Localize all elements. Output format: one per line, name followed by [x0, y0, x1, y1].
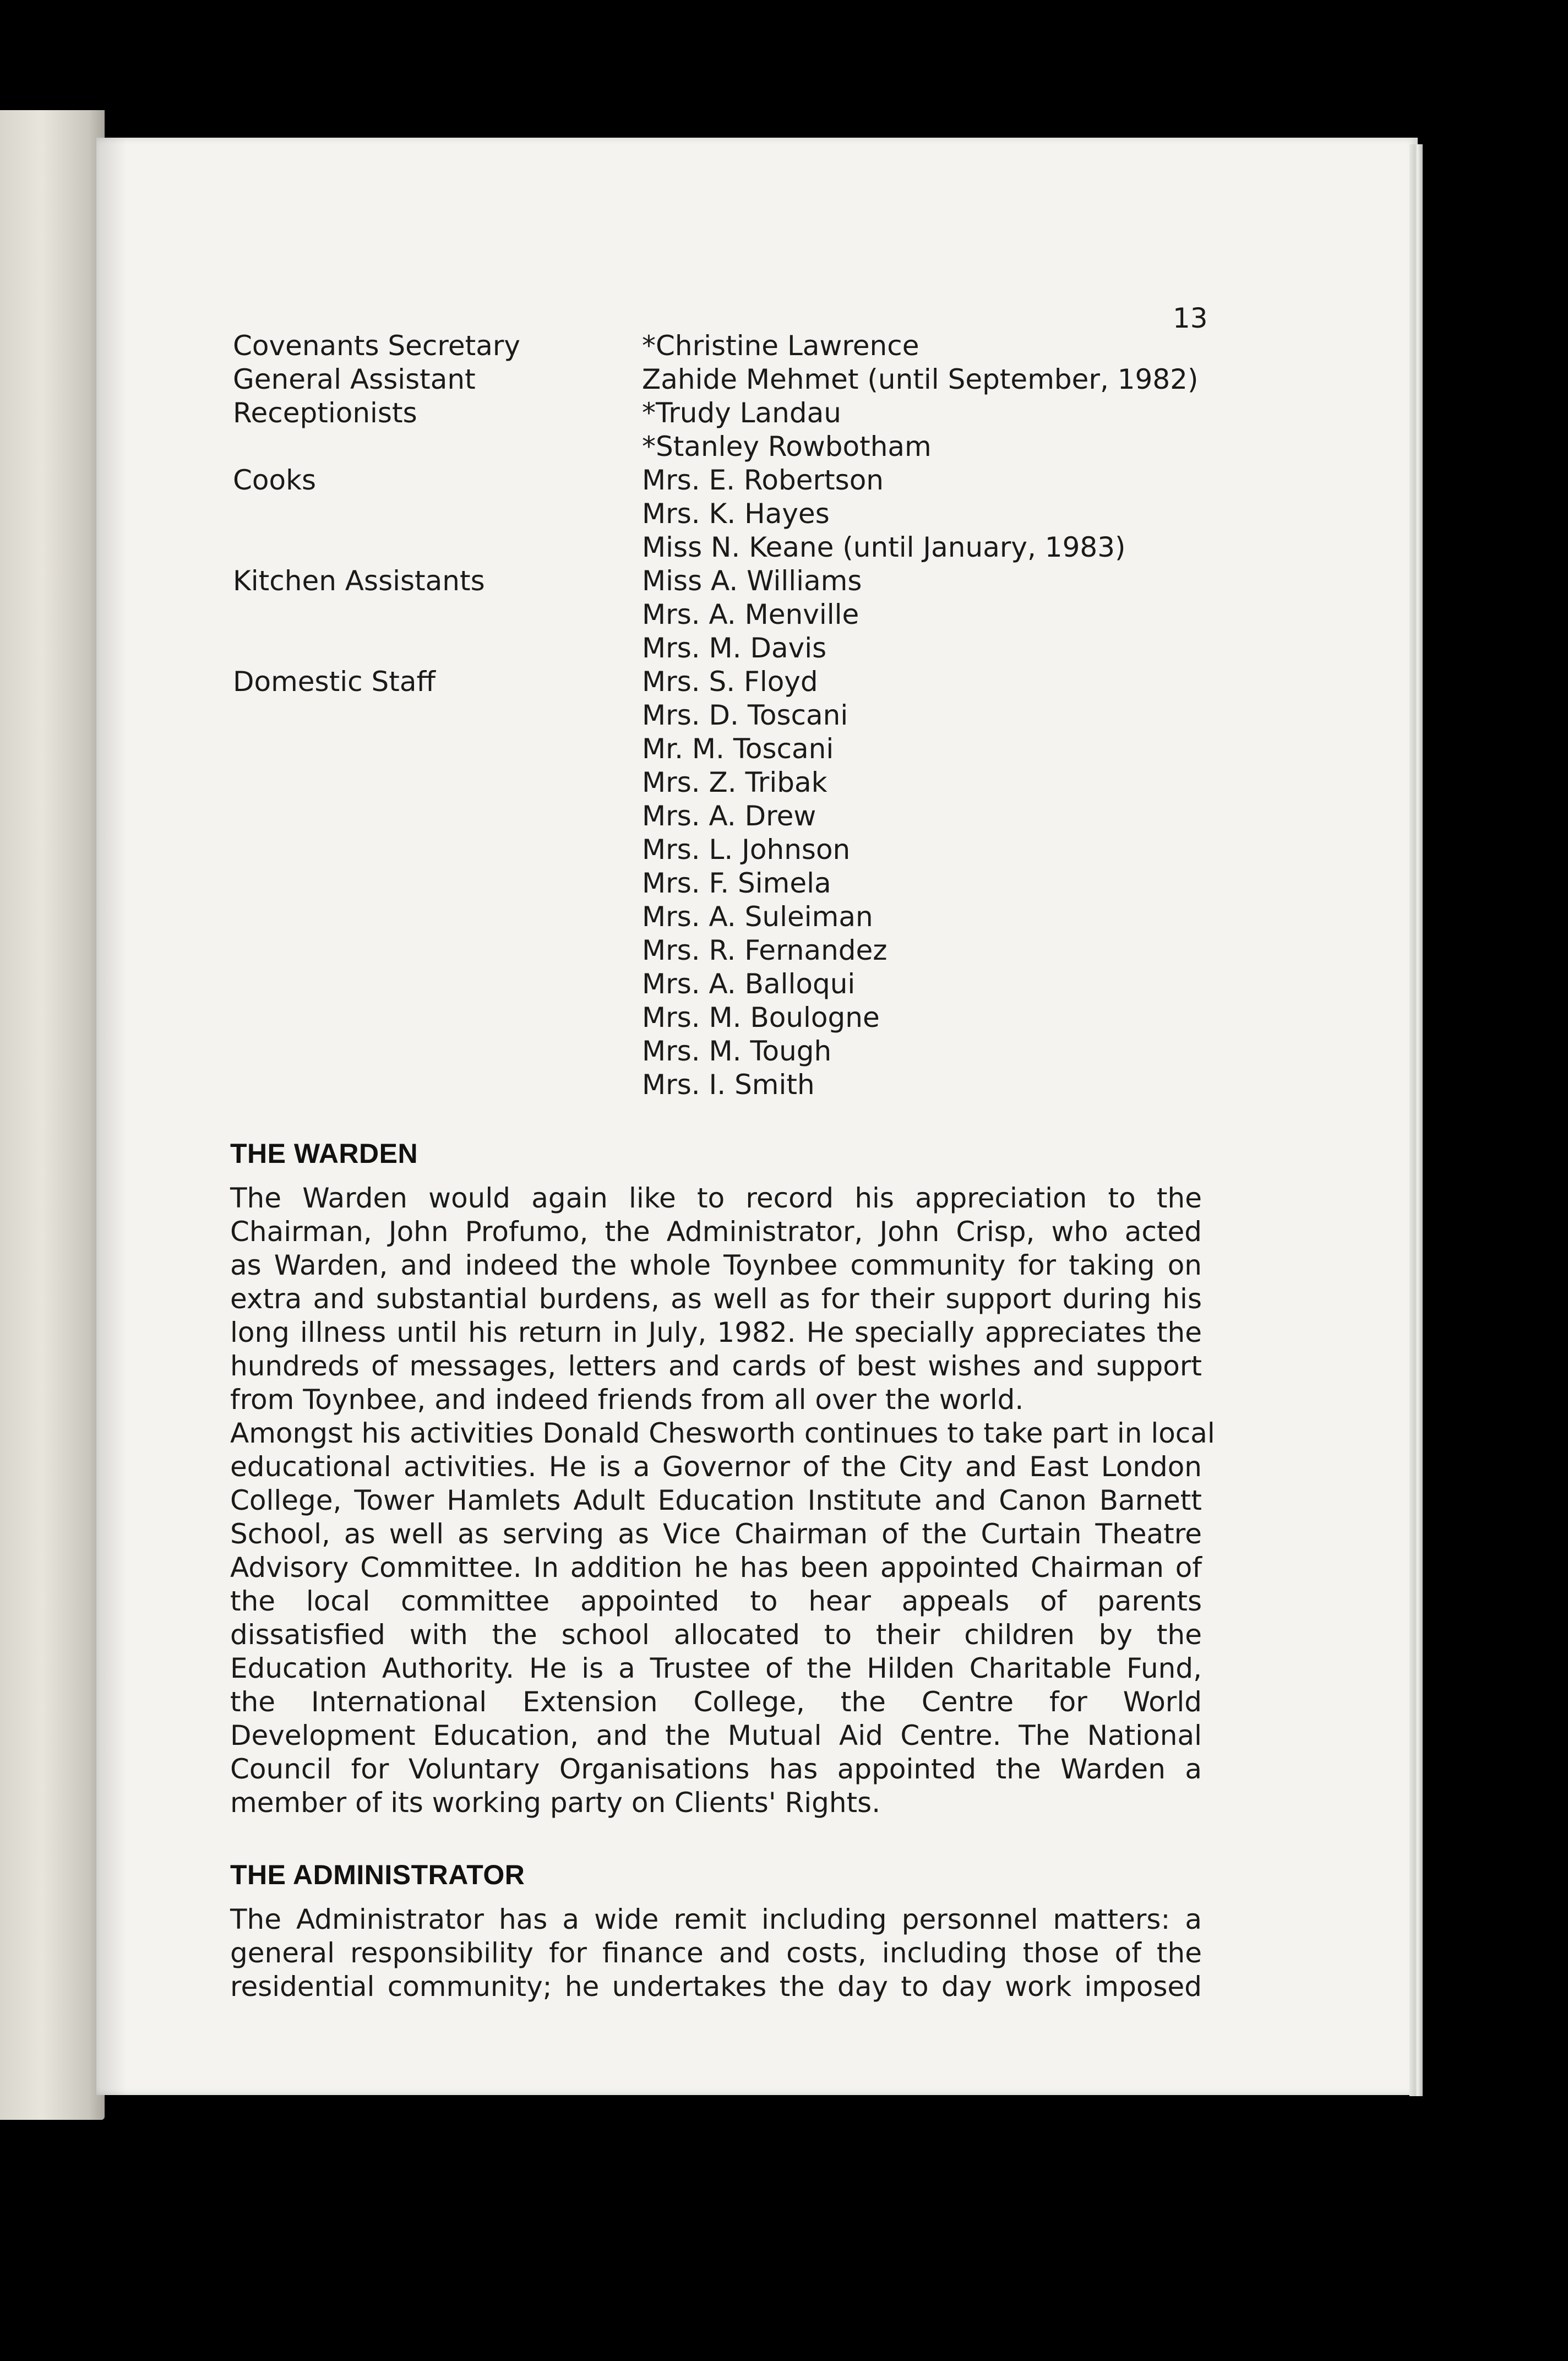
page-number: 13 [1173, 302, 1208, 334]
staff-name: Mrs. E. Robertson [642, 464, 884, 496]
staff-names [642, 363, 1199, 396]
text-line: member of its working party on Clients' Rights. [230, 1787, 881, 1819]
warden-paragraph-2 [230, 1417, 1215, 1820]
text-line: College, Tower Hamlets Adult Education Institute and Canon Barnett [230, 1484, 1202, 1516]
text-line: Development Education, and the Mutual Aid Centre. The National [230, 1720, 1202, 1751]
text-line: dissatisfied with the school allocated to their children by the [230, 1619, 1202, 1651]
staff-name: Mrs. D. Toscani [642, 699, 848, 731]
administrator-paragraph-1 [230, 1903, 1202, 2004]
staff-name: Miss N. Keane (until January, 1983) [642, 531, 1126, 563]
warden-paragraph-1 [230, 1182, 1202, 1417]
text-line: the local committee appointed to hear appeals of parents [230, 1585, 1202, 1617]
staff-role: Kitchen Assistants [233, 565, 485, 597]
staff-name: Mrs. S. Floyd [642, 666, 818, 698]
staff-names [642, 464, 1126, 564]
text-line: Advisory Committee. In addition he has been appointed Chairman of [230, 1552, 1202, 1584]
text-line: The Warden would again like to record his appreciation to the [230, 1182, 1202, 1214]
text-line: The Administrator has a wide remit including personnel matters: a [230, 1903, 1202, 1935]
text-line: Council for Voluntary Organisations has appointed the Warden a [230, 1753, 1202, 1785]
text-line: educational activities. He is a Governor of the City and East London [230, 1451, 1202, 1483]
text-line: Amongst his activities Donald Chesworth continues to take part in local [230, 1417, 1215, 1449]
staff-name: Mr. M. Toscani [642, 733, 834, 765]
staff-name: Mrs. I. Smith [642, 1069, 815, 1101]
staff-name: Mrs. A. Drew [642, 800, 816, 832]
staff-role: Covenants Secretary [233, 330, 521, 362]
spine-shadow [96, 138, 127, 2095]
staff-name: Mrs. R. Fernandez [642, 934, 888, 966]
text-line: hundreds of messages, letters and cards of best wishes and support [230, 1350, 1202, 1382]
staff-names [642, 665, 888, 1102]
staff-name: Miss A. Williams [642, 565, 862, 597]
staff-name: *Stanley Rowbotham [642, 431, 932, 463]
text-line: general responsibility for finance and costs, including those of the [230, 1937, 1202, 1969]
section-heading-administrator: THE ADMINISTRATOR [230, 1859, 525, 1890]
text-line: long illness until his return in July, 1982. He specially appreciates the [230, 1316, 1202, 1348]
text-line: extra and substantial burdens, as well as for their support during his [230, 1283, 1202, 1315]
staff-name: Mrs. M. Davis [642, 632, 827, 664]
staff-name: Mrs. A. Menville [642, 599, 859, 630]
staff-name: Mrs. L. Johnson [642, 834, 851, 866]
text-line: Chairman, John Profumo, the Administrator, John Crisp, who acted [230, 1216, 1202, 1248]
staff-names [642, 396, 932, 464]
text-line: from Toynbee, and indeed friends from all over the world. [230, 1384, 1024, 1416]
text-line: as Warden, and indeed the whole Toynbee community for taking on [230, 1249, 1202, 1281]
text-line: Education Authority. He is a Trustee of the Hilden Charitable Fund, [230, 1652, 1202, 1684]
staff-name: Mrs. A. Suleiman [642, 901, 873, 933]
previous-page-edge [0, 110, 105, 2120]
staff-name: Mrs. Z. Tribak [642, 766, 827, 798]
staff-name: *Christine Lawrence [642, 330, 919, 362]
staff-role: Receptionists [233, 397, 417, 429]
staff-names [642, 329, 919, 363]
staff-role: Domestic Staff [233, 666, 435, 698]
staff-name: Mrs. K. Hayes [642, 498, 830, 530]
staff-name: Mrs. M. Boulogne [642, 1002, 880, 1033]
section-heading-warden: THE WARDEN [230, 1138, 418, 1169]
text-line: the International Extension College, the Centre for World [230, 1686, 1202, 1718]
staff-name: Mrs. A. Balloqui [642, 968, 856, 1000]
text-line: residential community; he undertakes the day to day work imposed [230, 1971, 1202, 2003]
staff-role: Cooks [233, 464, 317, 496]
staff-name: Mrs. F. Simela [642, 867, 831, 899]
text-line: School, as well as serving as Vice Chairman of the Curtain Theatre [230, 1518, 1202, 1550]
staff-names [642, 564, 862, 665]
page-stack-edge [1409, 144, 1423, 2096]
staff-name: *Trudy Landau [642, 397, 841, 429]
staff-name: Mrs. M. Tough [642, 1035, 832, 1067]
staff-role: General Assistant [233, 363, 476, 395]
staff-name: Zahide Mehmet (until September, 1982) [642, 363, 1199, 395]
